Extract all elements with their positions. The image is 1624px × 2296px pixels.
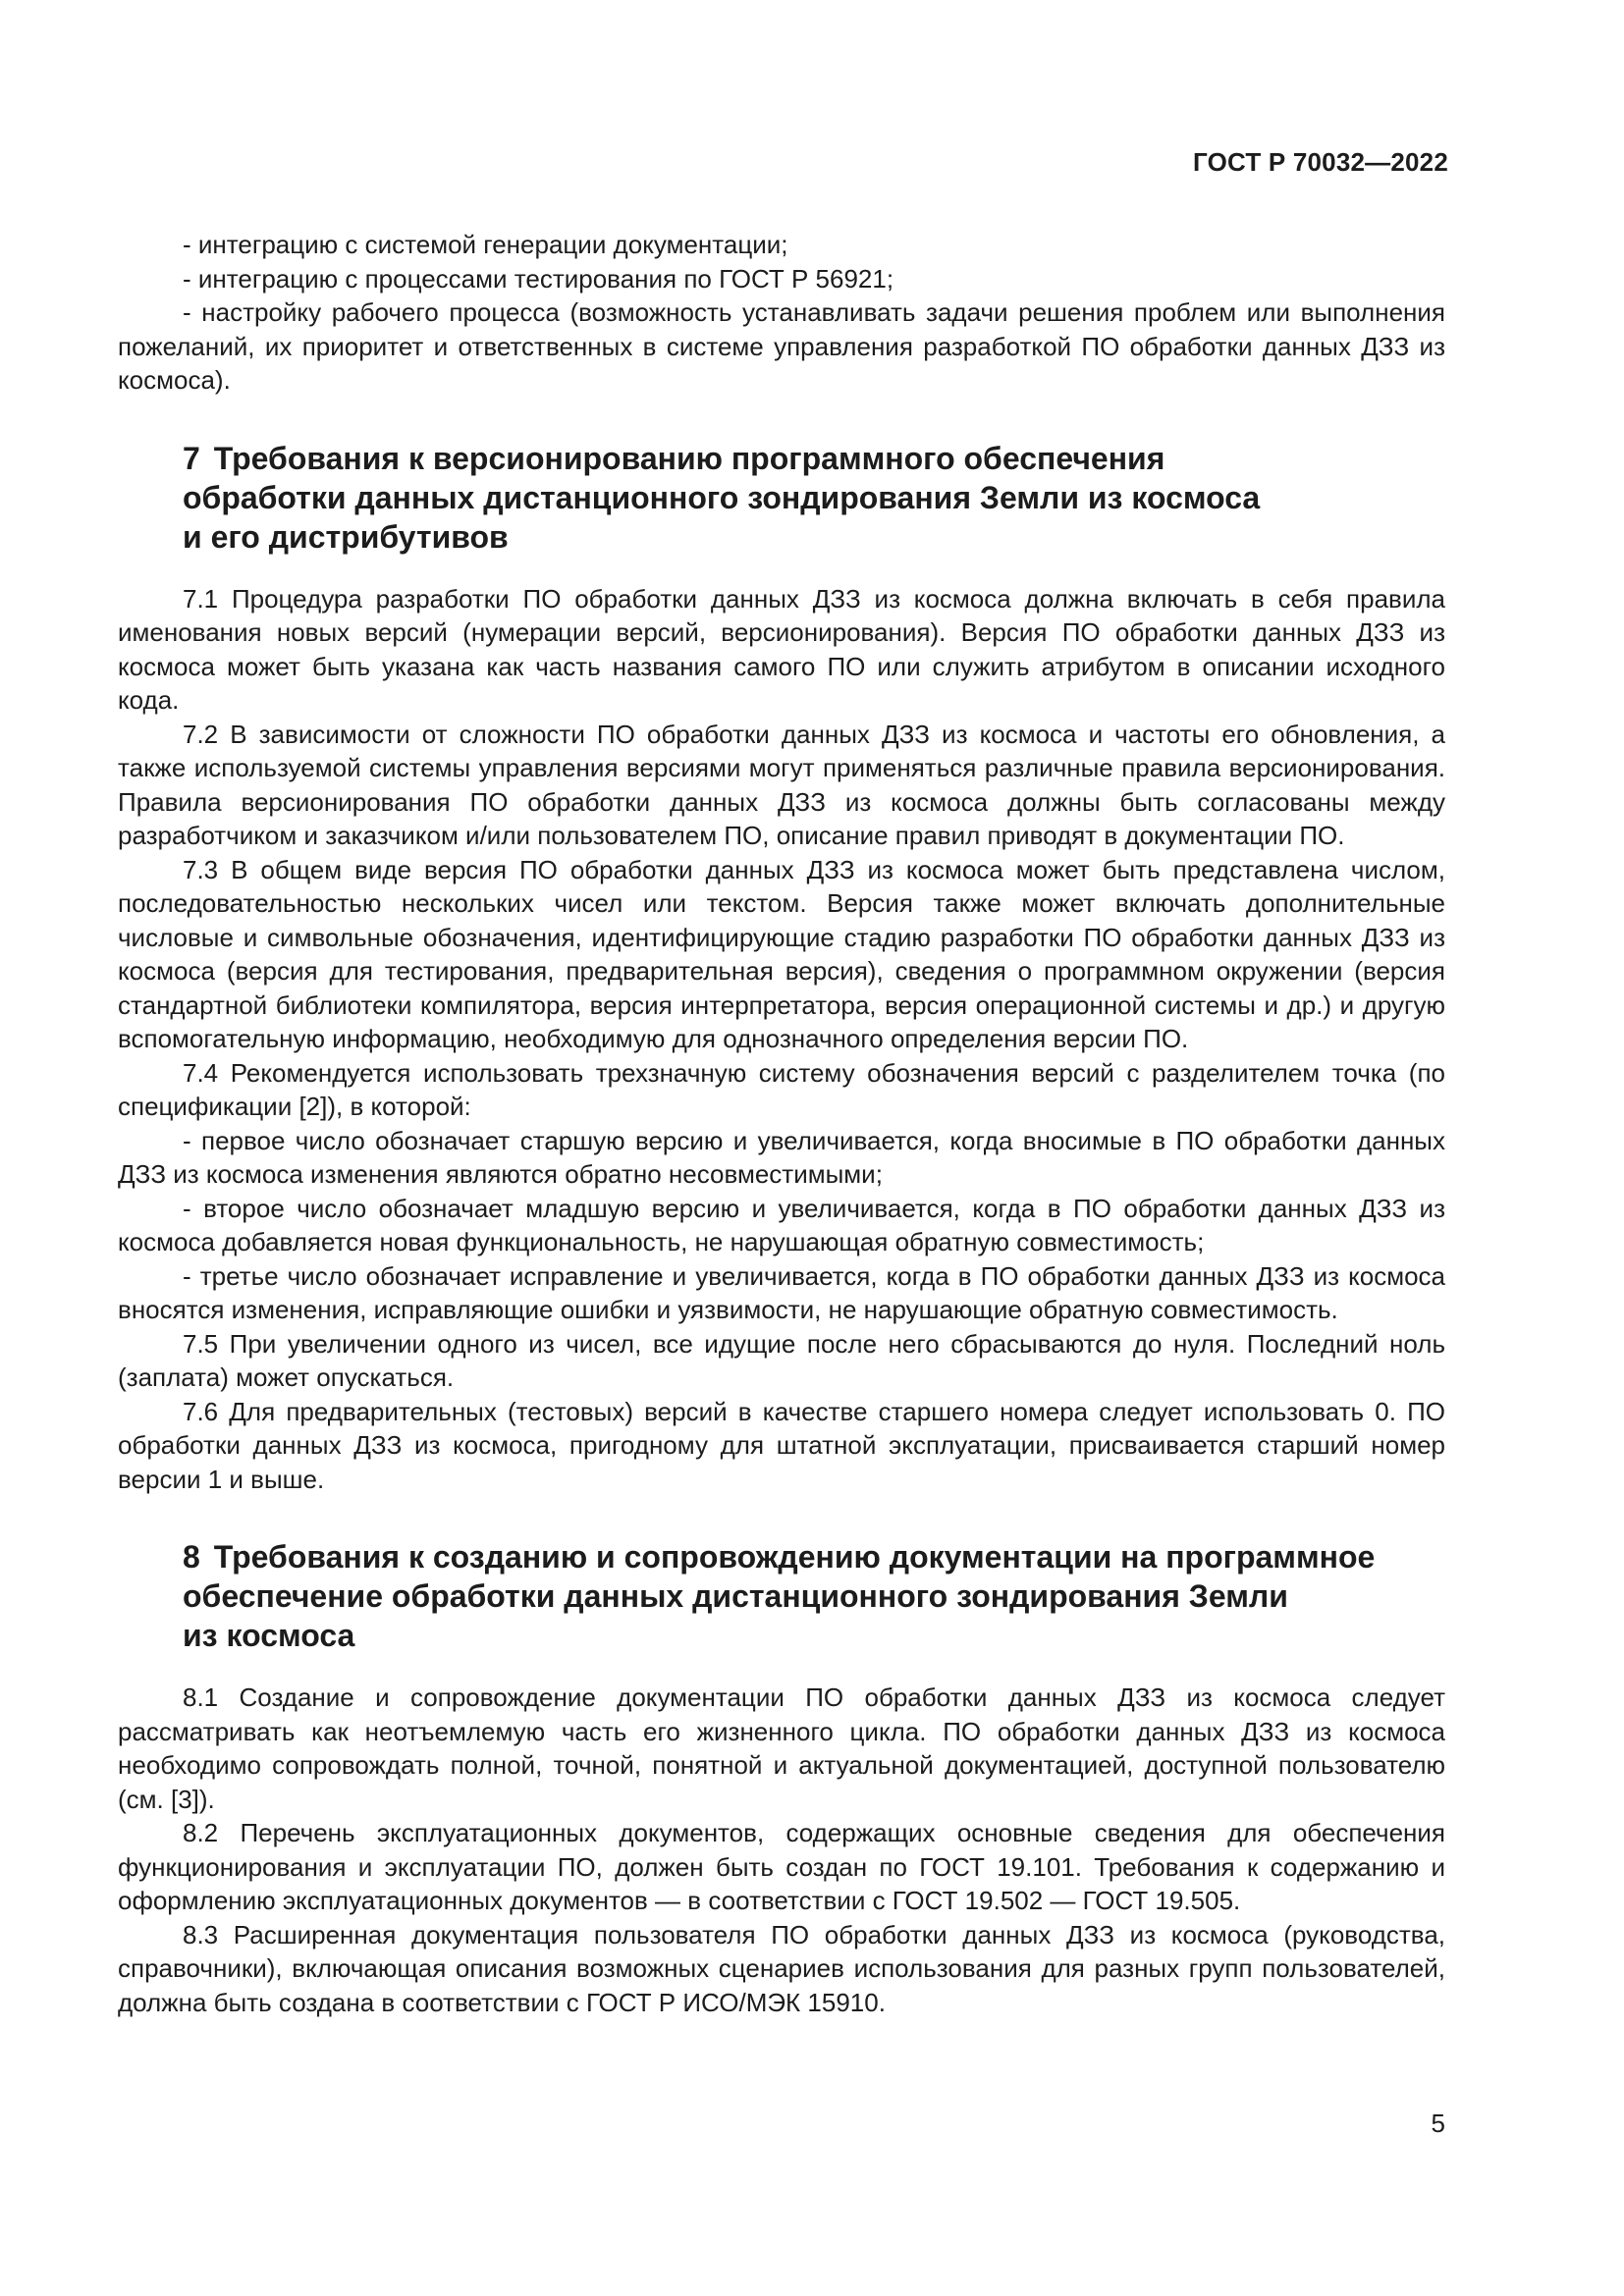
paragraph-8-2: 8.2 Перечень эксплуатационных документов, содержащих основные сведения для обеспечения функционирования и эксплуатации ПО, должен быть создан по ГОСТ 19.101. Требования к содержанию и оформлению эксплуатационных документов — в соответствии с ГОСТ 19.502 — ГОСТ 19.505. [118, 1818, 1445, 1915]
section-8-body [118, 1681, 1445, 2019]
section-8-title-text: Требования к созданию и сопровождению документации на программное [213, 1539, 1376, 1575]
intro-item: - настройку рабочего процесса (возможность устанавливать задачи решения проблем или выполнения пожеланий, их приоритет и ответственных в системе управления разработкой ПО обработки данных ДЗЗ из космоса). [118, 297, 1445, 395]
list-item-major: - первое число обозначает старшую версию и увеличивается, когда вносимые в ПО обработки данных ДЗЗ из космоса изменения являются обратно несовместимыми; [118, 1125, 1445, 1189]
paragraph-8-3: 8.3 Расширенная документация пользователя ПО обработки данных ДЗЗ из космоса (руководства, справочники), включающая описания возможных сценариев использования для разных групп пользователей, должна быть создана в соответствии с ГОСТ Р ИСО/МЭК 15910. [118, 1919, 1445, 2017]
section-7-body [118, 582, 1445, 1497]
section-8-heading [118, 1537, 1445, 1655]
paragraph-7-6: 7.6 Для предварительных (тестовых) версий в качестве старшего номера следует использовать 0. ПО обработки данных ДЗЗ из космоса, пригодному для штатной эксплуатации, присваивается старший номер версии 1 и выше. [118, 1396, 1445, 1494]
page-content [118, 228, 1445, 2019]
section-7-number: 7 [183, 440, 200, 476]
section-7-title-line-2: обработки данных дистанционного зондирования Земли из космоса [183, 479, 1261, 515]
intro-list [118, 228, 1445, 398]
section-8-title-line-1 [183, 1537, 1445, 1576]
paragraph-8-1: 8.1 Создание и сопровождение документации ПО обработки данных ДЗЗ из космоса следует рассматривать как неотъемлемую часть его жизненного цикла. ПО обработки данных ДЗЗ из космоса необходимо сопровождать полной, точной, понятной и актуальной документацией, доступной пользователю (см. [3]). [118, 1682, 1445, 1814]
paragraph-7-3: 7.3 В общем виде версия ПО обработки данных ДЗЗ из космоса может быть представлена числом, последовательностью нескольких чисел или текстом. Версия также может включать дополнительные числовые и символьные обозначения, идентифицирующие стадию разработки ПО обработки данных ДЗЗ из космоса (версия для тестирования, предварительная версия), сведения о программном окружении (версия стандартной библиотеки компилятора, версия интерпретатора, версия операционной системы и др.) и другую вспомогательную информацию, необходимую для однозначного определения версии ПО. [118, 854, 1445, 1053]
section-7-title-line-3: и его дистрибутивов [183, 518, 509, 555]
section-8-number: 8 [183, 1539, 200, 1575]
paragraph-7-4: 7.4 Рекомендуется использовать трехзначную систему обозначения версий с разделителем точка (по спецификации [2]), в которой: [118, 1057, 1445, 1121]
paragraph-7-1: 7.1 Процедура разработки ПО обработки данных ДЗЗ из космоса должна включать в себя правила именования новых версий (нумерации версий, версионирования). Версия ПО обработки данных ДЗЗ из космоса может быть указана как часть названия самого ПО или служить атрибутом в описании исходного кода. [118, 583, 1445, 715]
section-7-heading [118, 439, 1445, 557]
intro-item: - интеграцию с системой генерации документации; [183, 230, 788, 259]
paragraph-7-5: 7.5 При увеличении одного из чисел, все идущие после него сбрасываются до нуля. Последний ноль (заплата) может опускаться. [118, 1328, 1445, 1392]
list-item-patch: - третье число обозначает исправление и увеличивается, когда в ПО обработки данных ДЗЗ из космоса вносятся изменения, исправляющие ошибки и уязвимости, не нарушающие обратную совместимость. [118, 1260, 1445, 1324]
section-7-title-text: Требования к версионированию программного обеспечения [213, 440, 1165, 476]
intro-item: - интеграцию с процессами тестирования по ГОСТ Р 56921; [183, 263, 894, 294]
document-header: ГОСТ Р 70032—2022 [1193, 147, 1448, 177]
paragraph-7-2: 7.2 В зависимости от сложности ПО обработки данных ДЗЗ из космоса и частоты его обновления, а также используемой системы управления версиями могут применяться различные правила версионирования. Правила версионирования ПО обработки данных ДЗЗ из космоса должны быть согласованы между разработчиком и заказчиком и/или пользователем ПО, описание правил приводят в документации ПО. [118, 719, 1445, 850]
list-item-minor: - второе число обозначает младшую версию и увеличивается, когда в ПО обработки данных ДЗЗ из космоса добавляется новая функциональность, не нарушающая обратную совместимость; [118, 1193, 1445, 1256]
section-8-title-line-2: обеспечение обработки данных дистанционного зондирования Земли [183, 1578, 1288, 1614]
section-7-title-line-1 [183, 439, 1445, 478]
page-number: 5 [1431, 2109, 1445, 2138]
section-8-title-line-3: из космоса [183, 1618, 355, 1653]
